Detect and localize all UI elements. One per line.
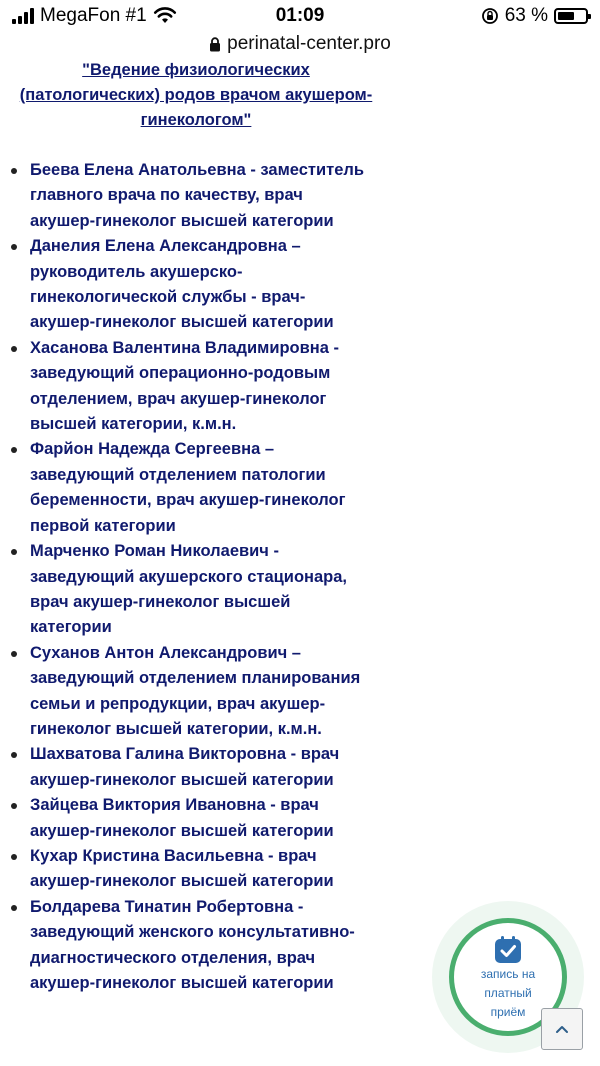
list-item: Кухар Кристина Васильевна - врач акушер-гинеколог высшей категории — [0, 844, 370, 895]
scroll-to-top-button[interactable] — [541, 1008, 583, 1050]
list-item: Зайцева Виктория Ивановна - врач акушер-гинеколог высшей категории — [0, 793, 370, 844]
battery-icon — [554, 8, 588, 24]
lock-icon — [209, 37, 221, 52]
status-right — [481, 5, 588, 27]
list-item: Марченко Роман Николаевич - заведующий акушерского стационара, врач акушер-гинеколог высшей категории — [0, 539, 370, 641]
orientation-lock-icon — [481, 7, 499, 25]
list-item: Беева Елена Анатольевна - заместитель главного врача по качеству, врач акушер-гинеколог высшей категории — [0, 158, 370, 234]
list-item: Суханов Антон Александрович – заведующий отделением планирования семьи и репродукции, врач акушер-гинеколог высшей категории, к.м.н. — [0, 641, 370, 743]
list-item: Болдарева Тинатин Робертовна - заведующий женского консультативно-диагностического отделения, врач акушер-гинеколог высшей категории — [0, 895, 370, 997]
calendar-check-icon — [493, 935, 523, 965]
list-item: Данелия Елена Александровна – руководитель акушерско-гинекологической службы - врач-акушер-гинеколог высшей категории — [0, 234, 370, 336]
url-domain[interactable]: perinatal-center.pro — [227, 33, 391, 54]
chevron-up-icon — [555, 1024, 569, 1034]
battery-fill — [558, 12, 574, 20]
list-item: Фарйон Надежда Сергеевна – заведующий отделением патологии беременности, врач акушер-гинеколог первой категории — [0, 437, 370, 539]
status-time: 01:09 — [275, 5, 325, 26]
section-heading-link[interactable]: "Ведение физиологических (патологических) родов врачом акушером-гинекологом" — [19, 61, 373, 129]
list-item: Шахватова Галина Викторовна - врач акушер-гинеколог высшей категории — [0, 742, 370, 793]
page-content — [0, 57, 600, 992]
battery-percent: 63 % — [504, 5, 548, 26]
list-item: Хасанова Валентина Владимировна - заведующий операционно-родовым отделением, врач акушер-гинеколог высшей категории, к.м.н. — [0, 336, 370, 438]
carrier-name: MegaFon #1 — [40, 5, 147, 26]
staff-list — [0, 158, 380, 996]
status-bar — [0, 0, 600, 32]
paid-appointment-label: запись на платный приём — [480, 966, 536, 1019]
url-bar[interactable] — [0, 31, 600, 57]
